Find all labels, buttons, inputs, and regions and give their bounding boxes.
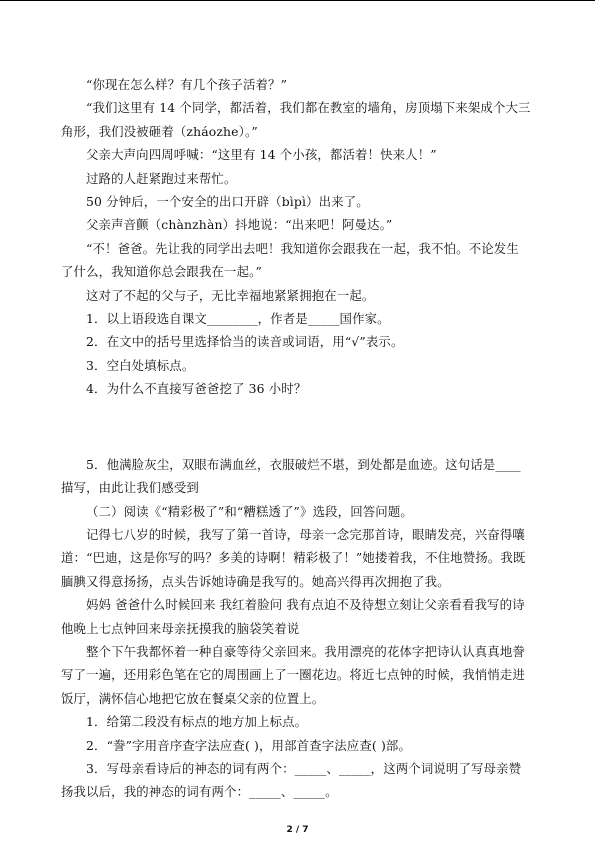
question-2: 2．在文中的括号里选择恰当的读音或词语，用“√”表示。 [86,334,404,350]
paragraph: 这对了不起的父与子，无比幸福地紧紧拥抱在一起。 [86,287,375,303]
header-rule [0,0,595,1]
page-number: 2 / 7 [286,825,309,835]
paragraph: “不！爸爸。先让我的同学出去吧！我知道你会跟我在一起，我不怕。不论发生了什么，我知道你总会跟我在一起。” [61,240,519,280]
paragraph: “我们这里有 14 个同学，都活着，我们都在教室的墙角，房顶塌下来架成个大三角形，我们没被砸着（zháozhe）。” [61,100,531,139]
question-b1: 1．给第二段没有标点的地方加上标点。 [86,714,308,730]
answer-space [61,401,531,453]
question-b2: 2．“誊”字用音序查字法应查( )，用部首查字法应查( )部。 [86,737,412,753]
paragraph: 父亲声音颤（chànzhàn）抖地说：“出来吧！阿曼达。” [86,217,393,233]
paragraph: “你现在怎么样？有几个孩子活着？” [86,77,288,92]
page-content [61,73,531,804]
paragraph: 50 分钟后，一个安全的出口开辟（bìpì）出来了。 [86,194,369,210]
paragraph: 父亲大声向四周呼喊：“这里有 14 个小孩，都活着！快来人！” [86,147,437,163]
paragraph: 记得七八岁的时候，我写了第一首诗，母亲一念完那首诗，眼睛发亮，兴奋得嚷道：“巴迪，这是你写的吗？多美的诗啊！精彩极了！”她搂着我，不住地赞扬。我既腼腆又得意扬扬，点头告诉她诗确是我写的。她高兴得再次拥抱了我。 [61,526,526,589]
question-3: 3．空白处填标点。 [86,357,195,373]
paragraph: 过路的人赶紧跑过来帮忙。 [86,170,237,186]
question-b3: 3．写母亲看诗后的神态的词有两个：_____、_____，这两个词说明了写母亲赞扬我以后，我的神态的词有两个：_____、_____。 [61,760,522,800]
section-heading: （二）阅读《“精彩极了”和“糟糕透了”》选段，回答问题。 [86,503,413,519]
paragraph: 整个下午我都怀着一种自豪等待父亲回来。我用漂亮的花体字把诗认认真真地誊写了一遍，还用彩色笔在它的周围画上了一圈花边。将近七点钟的时候，我悄悄走进饭厅，满怀信心地把它放在餐桌父亲的位置上。 [61,643,526,706]
question-5: 5．他满脸灰尘，双眼布满血丝，衣服破烂不堪，到处都是血迹。这句话是____描写，由此让我们感受到 [61,456,521,496]
question-4: 4．为什么不直接写爸爸挖了 36 小时？ [86,381,307,397]
paragraph: 妈妈 爸爸什么时候回来 我红着脸问 我有点迫不及待想立刻让父亲看看我写的诗 他晚上七点钟回来母亲抚摸我的脑袋笑着说 [61,597,525,636]
question-1: 1．以上语段选自课文________，作者是_____国作家。 [86,311,390,327]
